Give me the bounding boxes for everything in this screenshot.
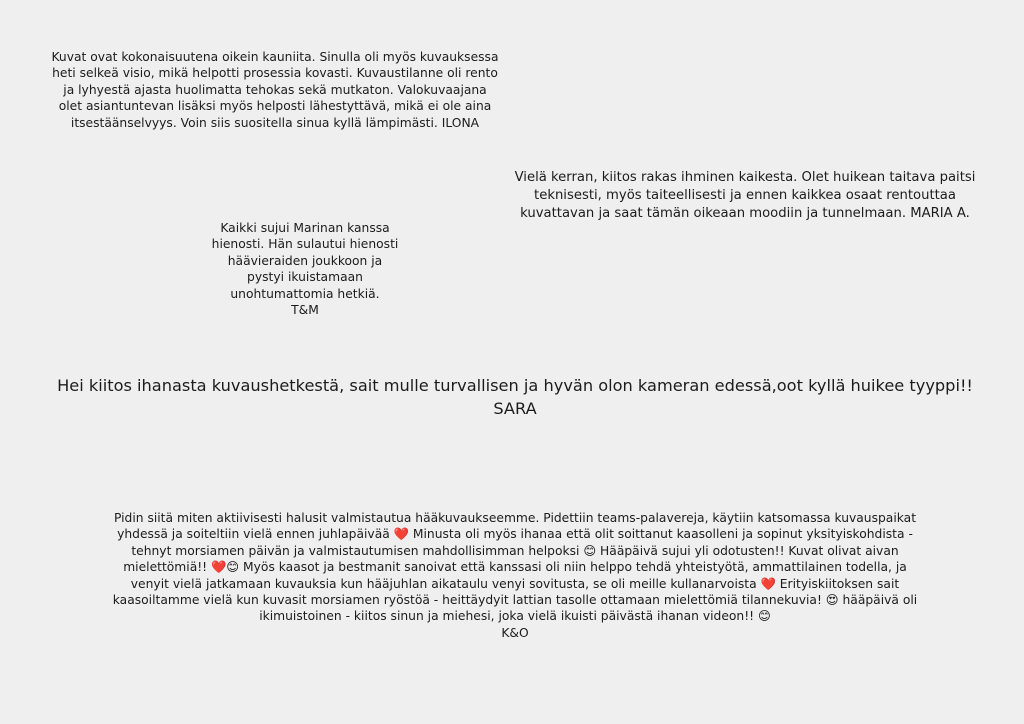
testimonial-ko xyxy=(110,510,920,641)
testimonial-text: Kaikki sujui Marinan kanssa hienosti. Hän sulautui hienosti häävieraiden joukkoon ja pystyi ikuistamaan unohtumattomia hetkiä. xyxy=(211,221,399,301)
testimonial-signature: K&O xyxy=(501,625,529,640)
testimonial-tm xyxy=(210,220,400,318)
testimonial-signature: SARA xyxy=(493,399,537,418)
testimonial-text: Kuvat ovat kokonaisuutena oikein kauniita. Sinulla oli myös kuvauksessa heti selkeä visio, mikä helpotti prosessia kovasti. Kuvaustilanne oli rento ja lyhyestä ajasta huolimatta tehokas sekä mutkaton. Valokuvaajana olet asiantuntevan lisäksi myös helposti lähestyttävä, mikä ei ole aina itsestäänselvyys. Voin siis suositella sinua kyllä lämpimästi. ILONA xyxy=(51,50,499,130)
testimonial-text: Pidin siitä miten aktiivisesti halusit valmistautua hääkuvaukseemme. Pidettiin teams-palavereja, käytiin katsomassa kuvauspaikat yhdessä ja soiteltiin vielä ennen juhlapäivää ❤️ Minusta oli myös ihanaa että olit soittanut kaasolleni ja sopinut yksityiskohdista - tehnyt morsiamen päivän ja valmistautumisen mahdollisimman helpoksi 😊 Hääpäivä sujui yli odotusten!! Kuvat olivat aivan mielettömiä!! ❤️😊 Myös kaasot ja bestmanit sanoivat että kanssasi oli niin helppo tehdä yhteistyötä, ammattilainen todella, ja venyit vielä jatkamaan kuvauksia kun hääjuhlan aikataulu venyi sovitusta, se oli meille kullanarvoista ❤️ Erityiskiitoksen sait kaasoiltamme vielä kun kuvasit morsiamen ryöstöä - heittäydyit lattian tasolle ottamaan mielettömiä tilannekuvia! 😍 hääpäivä oli ikimuistoinen - kiitos sinun ja miehesi, joka vielä ikuisti päivästä ihanan videon!! 😊 xyxy=(112,511,918,624)
testimonial-ilona xyxy=(50,49,500,131)
testimonial-text: Vielä kerran, kiitos rakas ihminen kaikesta. Olet huikean taitava paitsi teknisesti, myös taiteellisesti ja ennen kaikkea osaat rentouttaa kuvattavan ja saat tämän oikeaan moodiin ja tunnelmaan. MARIA A. xyxy=(514,170,976,221)
testimonial-maria xyxy=(505,169,985,223)
testimonial-text: Hei kiitos ihanasta kuvaushetkestä, sait mulle turvallisen ja hyvän olon kameran edessä,oot kyllä huikee tyyppi!! xyxy=(57,376,973,395)
testimonial-sara xyxy=(40,374,990,420)
testimonial-signature: T&M xyxy=(291,303,319,318)
